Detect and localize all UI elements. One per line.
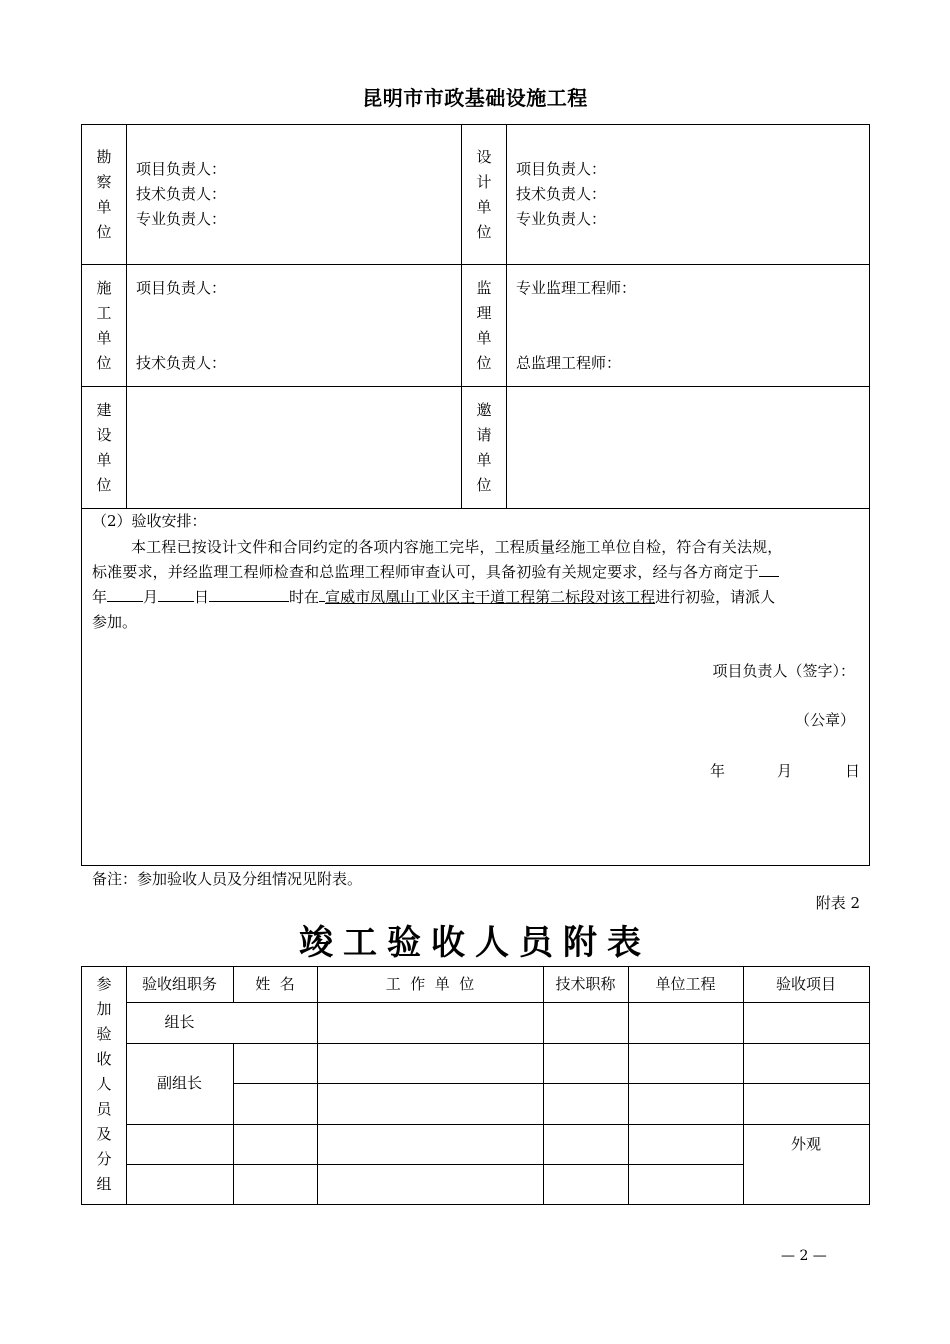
month-blank[interactable] [107, 585, 143, 602]
survey-unit-label: 勘 察 单 位 [96, 148, 112, 241]
header-name: 姓 名 [255, 975, 295, 993]
header-unit-project: 单位工程 [655, 975, 716, 993]
personnel-side-label: 参 加 验 收 人 员 及 分 组 [96, 975, 112, 1193]
header-role: 验收组职务 [141, 975, 217, 993]
invited-unit-label: 邀 请 单 位 [476, 401, 492, 494]
design-unit-label: 设 计 单 位 [476, 148, 492, 241]
location-text: 宣威市凤凰山工业区主干道工程第二标段对该工程 [325, 588, 656, 606]
arrangement-heading: （2）验收安排： [92, 512, 207, 530]
day-blank[interactable] [158, 585, 194, 602]
chief-supervisor: 总监理工程师： [516, 354, 622, 372]
page-number: — 2 — [781, 1248, 827, 1264]
design-tech-lead: 技术负责人： [516, 185, 607, 203]
day-label: 日 [194, 588, 210, 606]
construction-unit-label: 施 工 单 位 [96, 279, 112, 372]
survey-specialty-lead: 专业负责人： [136, 210, 227, 228]
arrangement-para-line4: 参加。 [92, 613, 138, 631]
owner-unit-label: 建 设 单 位 [96, 401, 112, 494]
header-work-unit: 工 作 单 位 [385, 975, 475, 993]
header-title: 技术职称 [555, 975, 616, 993]
specialty-supervisor: 专业监理工程师： [516, 279, 637, 297]
inspection-item-appearance: 外观 [790, 1135, 821, 1153]
month-label: 月 [143, 588, 159, 606]
role-deputy: 副组长 [156, 1074, 202, 1092]
arrangement-para-line2: 标准要求，并经监理工程师检查和总监理工程师审查认可，具备初验有关规定要求，经与各方商定于 [92, 560, 779, 585]
arrangement-tail: 进行初验，请派人 [655, 588, 776, 606]
construction-project-lead: 项目负责人： [136, 279, 227, 297]
appendix-label: 附表 2 [815, 894, 860, 912]
date-year: 年 [710, 762, 726, 780]
arrangement-para-line3 [92, 585, 775, 610]
date-month: 月 [777, 762, 793, 780]
seal-label: （公章） [794, 711, 855, 729]
header-inspection-item: 验收项目 [775, 975, 836, 993]
design-project-lead: 项目负责人： [516, 160, 607, 178]
year-label: 年 [92, 588, 108, 606]
note-text: 备注：参加验收人员及分组情况见附表。 [92, 870, 363, 888]
date-day: 日 [845, 762, 861, 780]
signature-label: 项目负责人（签字）： [712, 662, 855, 680]
survey-project-lead: 项目负责人： [136, 160, 227, 178]
document-title: 昆明市市政基础设施工程 [362, 86, 588, 110]
arrangement-para-line1: 本工程已按设计文件和合同约定的各项内容施工完毕，工程质量经施工单位自检，符合有关法规， [131, 538, 783, 556]
design-specialty-lead: 专业负责人： [516, 210, 607, 228]
appendix-title: 竣工验收人员附表 [299, 923, 651, 963]
supervision-unit-label: 监 理 单 位 [476, 279, 492, 372]
survey-tech-lead: 技术负责人： [136, 185, 227, 203]
hour-blank[interactable] [209, 585, 289, 602]
time-at-label: 时在 [289, 588, 320, 606]
construction-tech-lead: 技术负责人： [136, 354, 227, 372]
role-leader: 组长 [164, 1013, 195, 1031]
